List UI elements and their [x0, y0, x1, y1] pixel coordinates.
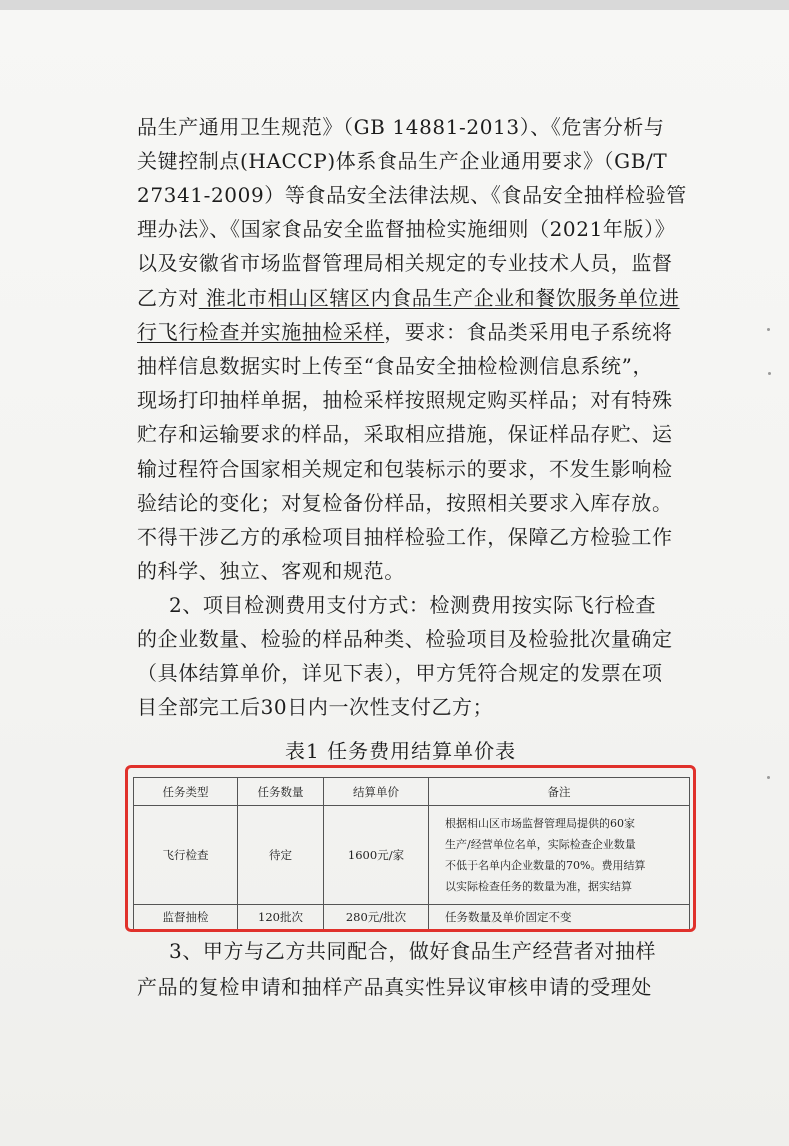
scan-speck	[767, 328, 770, 331]
task-type-cell: 监督抽检	[134, 905, 238, 930]
paragraph-line: 的科学、独立、客观和规范。	[137, 559, 405, 583]
paragraph-line: 验结论的变化；对复检备份样品，按照相关要求入库存放。	[137, 491, 673, 515]
paragraph-line	[137, 286, 680, 310]
underlined-scope: 淮北市相山区辖区内食品生产企业和餐饮服务单位进	[198, 286, 680, 310]
item2-line: （具体结算单价，详见下表），甲方凭符合规定的发票在项	[137, 661, 663, 685]
unit-price-cell: 280元/批次	[324, 905, 429, 930]
note-line: 生产/经营单位名单，实际检查企业数量	[445, 838, 636, 851]
note-line: 以实际检查任务的数量为准，据实结算	[445, 880, 632, 893]
paragraph-line: 抽样信息数据实时上传至“食品安全抽检检测信息系统”，	[137, 354, 654, 378]
paragraph-line: 输过程符合国家相关规定和包装标示的要求，不发生影响检	[137, 457, 673, 481]
underlined-scope: 行飞行检查并实施抽检采样	[137, 320, 385, 344]
paragraph-line: 贮存和运输要求的样品，采取相应措施，保证样品存贮、运	[137, 422, 673, 446]
task-quantity-cell: 120批次	[238, 905, 324, 930]
table-title: 表1 任务费用结算单价表	[285, 739, 517, 763]
item3-line: 3、甲方与乙方共同配合，做好食品生产经营者对抽样	[169, 939, 657, 963]
unit-price-cell: 1600元/家	[324, 806, 429, 905]
item2-line: 的企业数量、检验的样品种类、检验项目及检验批次量确定	[137, 627, 673, 651]
clause-suffix: ，要求：食品类采用电子系统将	[384, 320, 673, 344]
header-cell: 结算单价	[324, 778, 429, 806]
note-line: 不低于名单内企业数量的70%。费用结算	[445, 859, 646, 872]
scan-speck	[767, 776, 770, 779]
scan-speck	[768, 372, 771, 375]
paragraph-line	[137, 320, 673, 344]
clause-prefix: 乙方对	[137, 286, 199, 310]
task-quantity-cell: 待定	[238, 806, 324, 905]
note-cell: 任务数量及单价固定不变	[429, 905, 690, 930]
paragraph-line: 27341-2009）等食品安全法律法规、《食品安全抽样检验管	[137, 183, 687, 207]
header-cell: 任务数量	[238, 778, 324, 806]
viewer-top-bar	[0, 0, 789, 10]
paragraph-line: 理办法》、《国家食品安全监督抽检实施细则（2021年版）》	[137, 217, 676, 241]
note-line: 根据相山区市场监督管理局提供的60家	[445, 817, 635, 830]
paragraph-line: 以及安徽省市场监督管理局相关规定的专业技术人员，监督	[137, 251, 673, 275]
item3-line: 产品的复检申请和抽样产品真实性异议审核申请的受理处	[137, 975, 652, 999]
red-highlight-box	[125, 765, 696, 932]
header-cell: 任务类型	[134, 778, 238, 806]
header-cell: 备注	[429, 778, 690, 806]
item2-line: 目全部完工后30日内一次性支付乙方；	[137, 695, 494, 719]
paragraph-line: 品生产通用卫生规范》（GB 14881-2013）、《危害分析与	[137, 115, 665, 139]
task-type-cell: 飞行检查	[134, 806, 238, 905]
paragraph-line: 关键控制点(HACCP)体系食品生产企业通用要求》（GB/T	[137, 149, 668, 173]
item2-line: 2、项目检测费用支付方式：检测费用按实际飞行检查	[169, 593, 657, 617]
paragraph-line: 现场打印抽样单据，抽检采样按照规定购买样品；对有特殊	[137, 388, 673, 412]
paragraph-line: 不得干涉乙方的承检项目抽样检验工作，保障乙方检验工作	[137, 525, 673, 549]
